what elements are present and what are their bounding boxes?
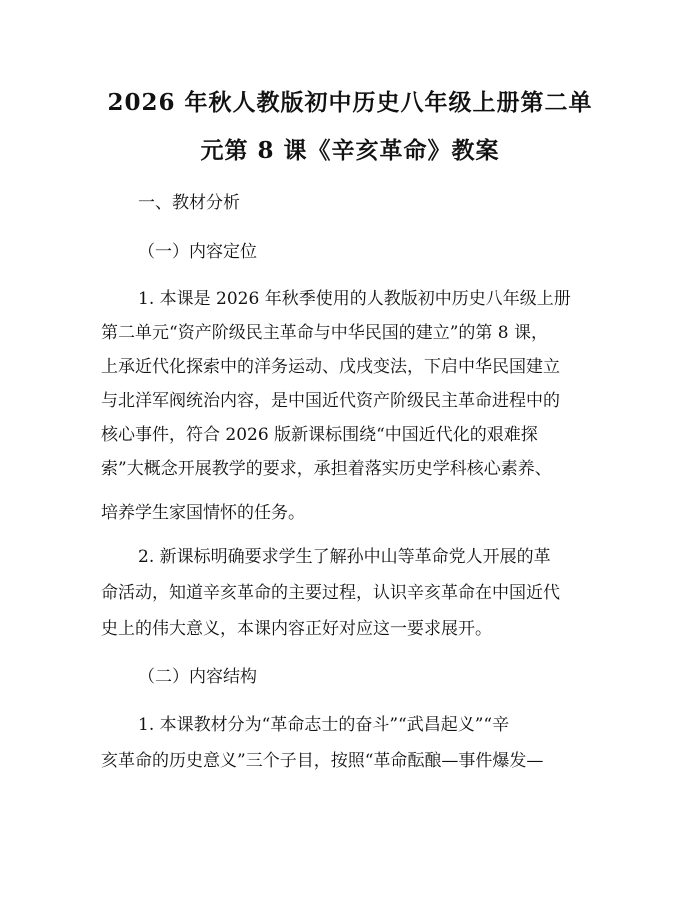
section-heading-textbook-analysis: 一、教材分析: [138, 193, 240, 213]
paragraph-line: 史上的伟大意义，本课内容正好对应这一要求展开。: [101, 619, 492, 639]
document-title-line-2: 元第 8 课《辛亥革命》教案: [200, 137, 500, 164]
subsection-heading-content-positioning: （一）内容定位: [138, 242, 257, 262]
paragraph-line: 2. 新课标明确要求学生了解孙中山等革命党人开展的革: [138, 547, 551, 567]
paragraph-line: 命活动，知道辛亥革命的主要过程，认识辛亥革命在中国近代: [101, 583, 560, 603]
document-title-line-1: 2026 年秋人教版初中历史八年级上册第二单: [107, 89, 593, 116]
subsection-heading-content-structure: （二）内容结构: [138, 667, 257, 687]
paragraph-line: 核心事件，符合 2026 版新课标围绕“中国近代化的艰难探: [101, 425, 538, 445]
paragraph-line: 培养学生家国情怀的任务。: [101, 503, 305, 523]
paragraph-line: 上承近代化探索中的洋务运动、戊戌变法，下启中华民国建立: [101, 357, 560, 377]
paragraph-line: 第二单元“资产阶级民主革命与中华民国的建立”的第 8 课，: [101, 323, 549, 343]
paragraph-line: 1. 本课是 2026 年秋季使用的人教版初中历史八年级上册: [138, 289, 571, 309]
paragraph-line: 亥革命的历史意义”三个子目，按照“革命酝酿—事件爆发—: [101, 751, 544, 771]
paragraph-line: 与北洋军阀统治内容，是中国近代资产阶级民主革命进程中的: [101, 391, 560, 411]
paragraph-line: 1. 本课教材分为“革命志士的奋斗”“武昌起义”“辛: [138, 715, 510, 735]
paragraph-line: 索”大概念开展教学的要求，承担着落实历史学科核心素养、: [101, 459, 552, 479]
